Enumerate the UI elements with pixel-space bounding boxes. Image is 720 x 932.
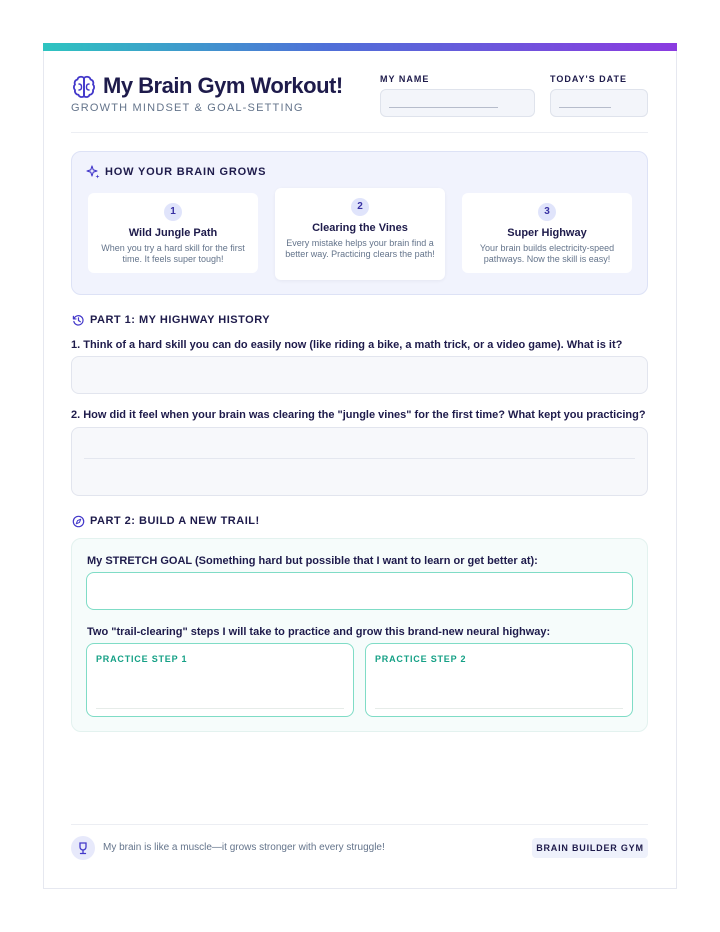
stage-card-3 [462,193,632,273]
sparkles-icon [86,165,100,179]
stage-card-1 [88,193,258,273]
name-label: MY NAME [380,74,430,84]
practice-step-1-field[interactable] [86,643,354,717]
page-subtitle: GROWTH MINDSET & GOAL-SETTING [71,102,304,114]
stage-title: Super Highway [507,227,587,239]
practice-step-2-label: PRACTICE STEP 2 [375,654,467,664]
part1-heading: PART 1: MY HIGHWAY HISTORY [90,314,271,326]
footer-divider [71,824,648,825]
header-divider [71,132,648,133]
brain-grows-heading: HOW YOUR BRAIN GROWS [105,166,267,178]
brain-icon [71,74,97,100]
stage-number: 2 [351,198,369,216]
practice-step-1-label: PRACTICE STEP 1 [96,654,188,664]
question-2: 2. How did it feel when your brain was clearing the "jungle vines" for the first time? What kept you practicing? [71,409,646,421]
stage-description: When you try a hard skill for the first time. It feels super tough! [101,243,245,264]
top-gradient-bar [43,43,677,51]
stage-title: Clearing the Vines [312,222,408,234]
name-field[interactable] [380,89,535,117]
footer-message: My brain is like a muscle—it grows stronger with every struggle! [103,842,385,853]
steps-question: Two "trail-clearing" steps I will take to practice and grow this brand-new neural highway: [87,626,551,638]
stage-title: Wild Jungle Path [128,227,218,239]
footer-avatar [71,836,95,860]
footer-badge: BRAIN BUILDER GYM [532,838,648,858]
date-label: TODAY'S DATE [550,74,627,84]
compass-icon [72,515,85,528]
practice-step-2-field[interactable] [365,643,633,717]
trophy-icon [71,836,95,860]
question-1: 1. Think of a hard skill you can do easily now (like riding a bike, a math trick, or a video game). What is it? [71,339,623,351]
stretch-goal-question: My STRETCH GOAL (Something hard but possible that I want to learn or get better at): [87,555,538,567]
stage-description: Every mistake helps your brain find a better way. Practicing clears the path! [285,238,435,259]
page-title: My Brain Gym Workout! [103,73,343,98]
history-icon [72,314,85,327]
date-field[interactable] [550,89,648,117]
stage-number: 3 [538,203,556,221]
stage-description: Your brain builds electricity-speed pathways. Now the skill is easy! [479,243,615,264]
stretch-goal-field[interactable] [86,572,633,610]
stage-card-2 [275,188,445,280]
answer-2-field[interactable] [71,427,648,496]
part2-heading: PART 2: BUILD A NEW TRAIL! [90,515,260,527]
stage-number: 1 [164,203,182,221]
answer-1-field[interactable] [71,356,648,394]
